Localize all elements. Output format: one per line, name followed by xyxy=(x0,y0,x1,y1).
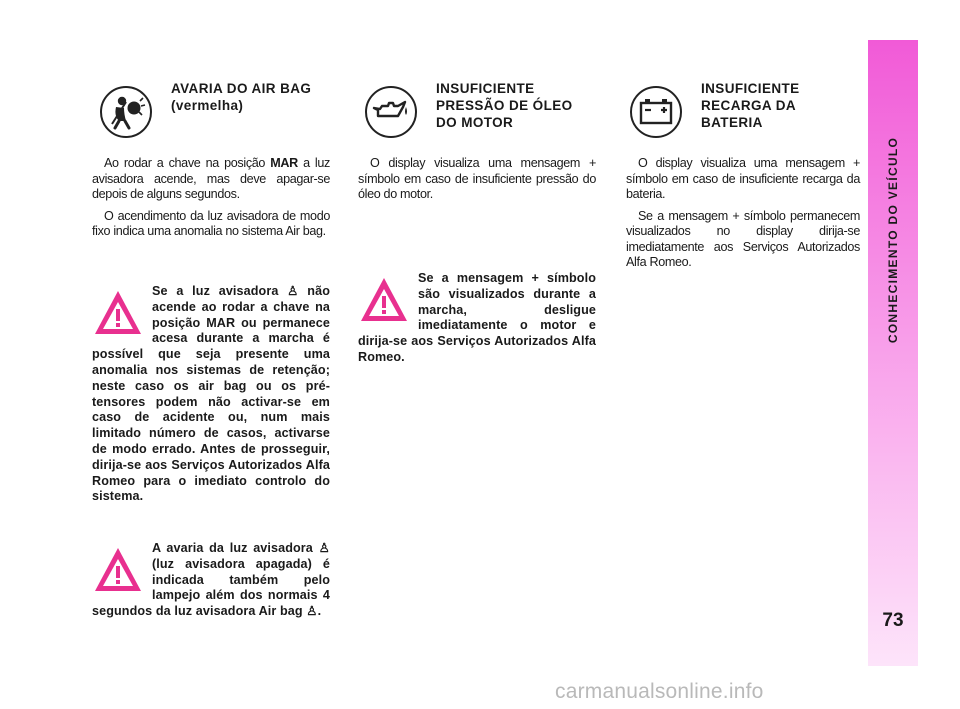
airbag-paragraph-2: O acendimento da luz avisadora de modo fixo indica uma anomalia no sistema Air bag. xyxy=(92,208,330,238)
battery-paragraph-2: Se a mensagem + símbolo permanecem visualizados no display dirija-se imediatamente aos Serviços Autorizados Alfa Romeo. xyxy=(626,208,860,269)
battery-paragraph-1: O display visualiza uma mensagem + símbolo em caso de insuficiente recarga da bateria. xyxy=(626,156,860,201)
battery-charge-heading xyxy=(701,80,800,131)
oil-warning-block xyxy=(358,271,596,366)
heading-line: INSUFICIENTE xyxy=(701,81,800,96)
oil-paragraph-1: O display visualiza uma mensagem + símbolo em caso de insuficiente pressão do óleo do motor. xyxy=(358,156,596,201)
watermark: carmanualsonline.info xyxy=(555,680,764,703)
heading-line: BATERIA xyxy=(701,115,763,130)
airbag-warning-text-1: Se a luz avisadora ♙ não acende ao rodar a chave na posição MAR ou permanece acesa durante a marcha é possível que seja presente uma anomalia nos sistemas de retenção; neste caso os air bag ou os pré-tensores podem não activar-se em caso de acidente ou, num mais limitado número de casos, activarse de modo errado. Antes de prosseguir, dirija-se aos Serviços Autorizados Alfa Romeo para o imediato controlo do sistema. xyxy=(92,284,330,504)
heading-line: INSUFICIENTE xyxy=(436,81,535,96)
oil-warning-text: Se a mensagem + símbolo são visualizados durante a marcha, desligue imediatamente o motor e dirija-se aos Serviços Autorizados Alfa Romeo. xyxy=(358,271,596,364)
airbag-warning-block-2 xyxy=(92,541,330,620)
battery-body-text xyxy=(626,156,860,277)
airbag-paragraph-1: Ao rodar a chave na posição MAR a luz avisadora acende, mas deve apagar-se depois de alguns segundos. xyxy=(92,156,330,201)
airbag-warning-text-2: A avaria da luz avisadora ♙ (luz avisadora apagada) é indicada também pelo lampejo além dos normais 4 segundos da luz avisadora Air bag ♙. xyxy=(92,541,330,619)
airbag-person-icon: ♙ xyxy=(306,604,318,619)
heading-line: (vermelha) xyxy=(171,98,244,113)
heading-line: AVARIA DO AIR BAG xyxy=(171,81,312,96)
oil-pressure-heading xyxy=(436,80,573,131)
chapter-title: CONHECIMENTO DO VEÍCULO xyxy=(886,136,900,344)
airbag-person-icon: ♙ xyxy=(318,541,330,555)
heading-line: DO MOTOR xyxy=(436,115,514,130)
warning-triangle-icon xyxy=(358,274,410,326)
chapter-sidebar xyxy=(868,40,918,666)
airbag-body-text xyxy=(92,156,330,246)
airbag-warning-icon xyxy=(100,86,152,138)
heading-line: PRESSÃO DE ÓLEO xyxy=(436,98,573,113)
oil-pressure-warning-icon xyxy=(365,86,417,138)
heading-line: RECARGA DA xyxy=(701,98,796,113)
warning-triangle-icon xyxy=(92,544,144,596)
battery-warning-icon xyxy=(630,86,682,138)
warning-triangle-icon xyxy=(92,287,144,339)
airbag-fault-heading xyxy=(171,80,311,114)
airbag-warning-block-1 xyxy=(92,284,330,505)
page-number: 73 xyxy=(882,610,904,631)
oil-body-text xyxy=(358,156,596,209)
airbag-person-icon: ♙ xyxy=(287,284,299,298)
